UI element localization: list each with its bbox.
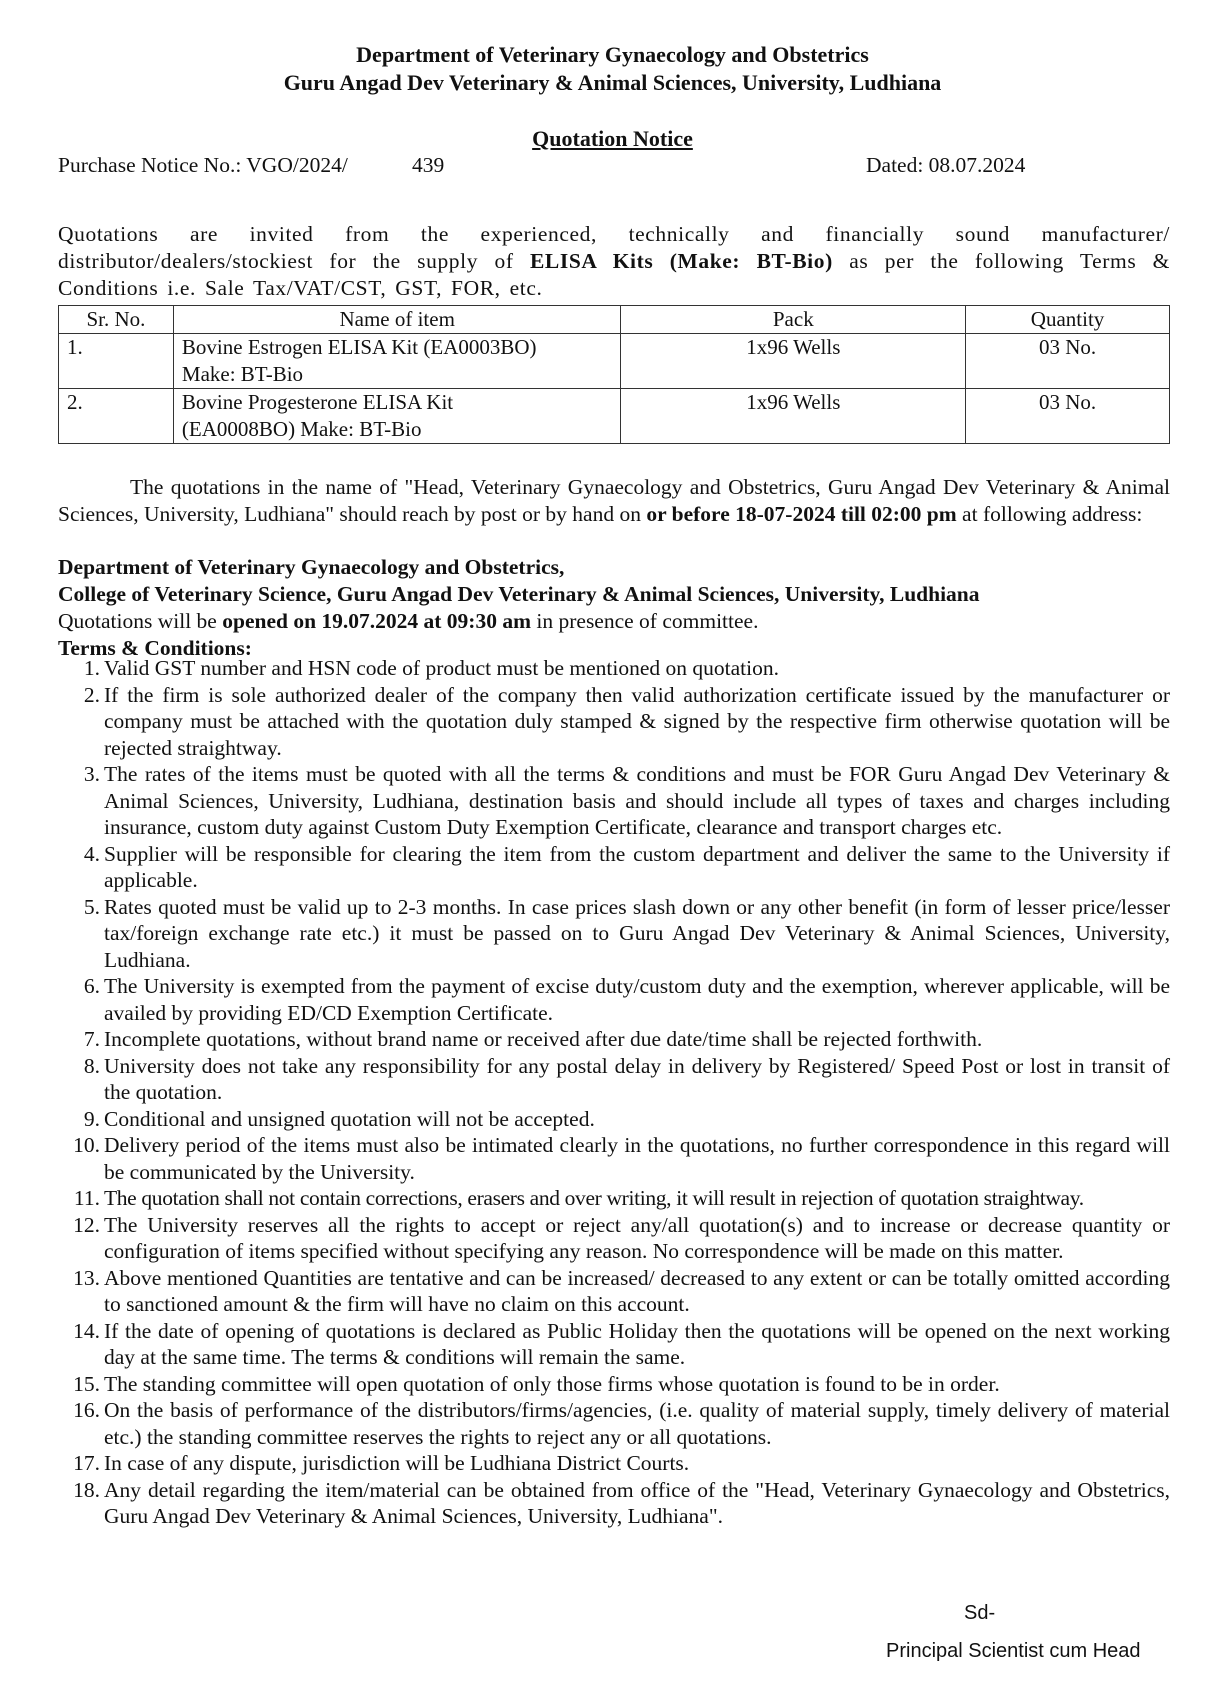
term-text: Valid GST number and HSN code of product must be mentioned on quotation. [104,656,779,680]
term-number: 12. [73,1212,100,1237]
submission-deadline: or before 18-07-2024 till 02:00 pm [646,502,957,526]
term-text: The University is exempted from the payment of excise duty/custom duty and the exemption, wherever applicable, will be availed by providing ED/CD Exemption Certificate. [104,974,1170,1025]
term-number: 14. [73,1318,100,1343]
term-text: Above mentioned Quantities are tentative and can be increased/ decreased to any extent or can be totally omitted according to sanctioned amount & the firm will have no claim on this account. [104,1265,1170,1316]
term-number: 13. [73,1265,100,1290]
term-number: 2. [83,682,100,707]
list-item [58,761,1170,841]
intro-bold-item: ELISA Kits (Make: BT-Bio) [529,249,833,273]
signatory-title: Principal Scientist cum Head [886,1640,1141,1662]
purchase-notice-number: 439 [412,153,445,177]
cell-item-name [173,334,621,389]
notice-date: Dated: 08.07.2024 [866,153,1026,177]
term-number: 15. [73,1371,100,1396]
col-header-item: Name of item [173,306,621,334]
list-item [58,1185,1170,1212]
address-line-2: College of Veterinary Science, Guru Angad Dev Veterinary & Animal Sciences, University, Ludhiana [58,582,980,606]
opening-date: opened on 19.07.2024 at 09:30 am [222,609,532,633]
term-text: The quotation shall not contain corrections, erasers and over writing, it will result in rejection of quotation straightway. [104,1186,1084,1210]
list-item [58,1053,1170,1106]
list-item [58,1106,1170,1133]
term-number: 1. [83,656,100,680]
cell-quantity: 03 No. [966,389,1170,444]
term-text: In case of any dispute, jurisdiction will be Ludhiana District Courts. [104,1451,690,1475]
cell-item-name [173,389,621,444]
term-text: On the basis of performance of the distributors/firms/agencies, (i.e. quality of material supply, timely delivery of material etc.) the standing committee reserves the rights to reject any or all quotations. [104,1398,1170,1449]
term-number: 6. [83,974,100,998]
term-text: Supplier will be responsible for clearing the item from the custom department and deliver the same to the University if applicable. [104,841,1170,892]
submission-paragraph [58,474,1170,528]
item-name-line1: Bovine Estrogen ELISA Kit (EA0003BO) [181,335,537,359]
cell-pack: 1x96 Wells [621,334,966,389]
item-name-line1: Bovine Progesterone ELISA Kit [181,390,454,414]
opening-pre: Quotations will be [58,609,223,633]
term-number: 17. [73,1451,100,1475]
cell-sr: 1. [59,334,174,389]
list-item [58,1265,1170,1318]
submission-tail: at following address: [956,502,1143,526]
term-number: 9. [83,1106,100,1131]
term-number: 8. [83,1053,100,1078]
purchase-notice-label: Purchase Notice No.: VGO/2024/ [58,153,348,177]
cell-quantity: 03 No. [966,334,1170,389]
intro-text-1: Quotations are invited from the experienced, technically and financially sound manufacturer/ distributor/dealers/stockiest for the supply of [58,222,1170,273]
list-item [58,682,1170,762]
list-item [58,1026,1170,1053]
term-text: University does not take any responsibility for any postal delay in delivery by Registered/ Speed Post or lost in transit of the quotation. [104,1053,1170,1104]
table-header-row [59,306,1170,334]
term-number: 18. [73,1477,100,1502]
notice-title-text: Quotation Notice [532,126,693,151]
list-item [58,973,1170,1026]
cell-sr: 2. [59,389,174,444]
list-item [58,655,1170,682]
items-table [58,305,1170,444]
term-text: Rates quoted must be valid up to 2-3 months. In case prices slash down or any other benefit (in form of lesser price/lesser tax/foreign exchange rate etc.) it must be passed on to Guru Angad Dev Veterinary & Animal Sciences, University, Ludhiana. [104,894,1170,972]
opening-post: in presence of committee. [531,609,759,633]
term-number: 7. [83,1027,100,1051]
cell-pack: 1x96 Wells [621,389,966,444]
list-item [58,1318,1170,1371]
term-number: 10. [73,1133,100,1157]
notice-title [0,126,1225,152]
terms-list [58,655,1170,1530]
submission-text: The quotations in the name of "Head, Veterinary Gynaecology and Obstetrics, Guru Angad Dev Veterinary & Animal Sciences, University, Ludhiana" should reach by post or by hand on [58,475,1170,526]
list-item [58,1371,1170,1398]
term-text: If the firm is sole authorized dealer of the company then valid authorization certificate issued by the manufacturer or company must be attached with the quotation duly stamped & signed by the respective firm otherwise quotation will be rejected straightway. [104,682,1170,760]
term-text: Delivery period of the items must also be intimated clearly in the quotations, no further correspondence in this regard will be communicated by the University. [104,1133,1170,1184]
department-title: Department of Veterinary Gynaecology and Obstetrics [356,42,869,67]
signature-sd: Sd- [964,1602,996,1624]
address-line-1: Department of Veterinary Gynaecology and Obstetrics, [58,555,565,579]
list-item [58,1397,1170,1450]
term-text: The rates of the items must be quoted with all the terms & conditions and must be FOR Guru Angad Dev Veterinary & Animal Sciences, University, Ludhiana, destination basis and should include all types of taxes and charges including insurance, custom duty against Custom Duty Exemption Certificate, clearance and transport charges etc. [104,762,1170,839]
term-text: Incomplete quotations, without brand name or received after due date/time shall be rejected forthwith. [104,1027,983,1051]
col-header-sr: Sr. No. [59,306,174,334]
term-number: 3. [83,762,100,786]
terms-heading: Terms & Conditions: [58,636,252,660]
item-name-line2: (EA0008BO) Make: BT-Bio [181,417,422,441]
item-name-line2: Make: BT-Bio [181,362,304,386]
list-item [58,894,1170,974]
term-text: The University reserves all the rights to accept or reject any/all quotation(s) and to increase or decrease quantity or configuration of items specified without specifying any reason. No correspondence will be made on this matter. [104,1212,1170,1263]
term-text: Conditional and unsigned quotation will not be accepted. [104,1106,595,1131]
term-text: If the date of opening of quotations is declared as Public Holiday then the quotations will be opened on the next working day at the same time. The terms & conditions will remain the same. [104,1318,1170,1369]
col-header-pack: Pack [621,306,966,334]
intro-paragraph [58,221,1170,302]
term-number: 11. [73,1186,100,1210]
intro-text-2: as per the following Terms & Conditions i.e. Sale Tax/VAT/CST, GST, FOR, etc. [58,249,1170,300]
table-row [59,389,1170,444]
term-number: 5. [83,894,100,919]
term-text: The standing committee will open quotation of only those firms whose quotation is found to be in order. [104,1371,1000,1396]
table-row [59,334,1170,389]
list-item [58,1450,1170,1477]
list-item [58,841,1170,894]
term-number: 4. [83,841,100,866]
opening-line [58,609,758,634]
university-title: Guru Angad Dev Veterinary & Animal Sciences, University, Ludhiana [283,70,942,95]
list-item [58,1212,1170,1265]
list-item [58,1132,1170,1185]
col-header-quantity: Quantity [966,306,1170,334]
term-number: 16. [73,1398,100,1422]
list-item [58,1477,1170,1530]
term-text: Any detail regarding the item/material can be obtained from office of the "Head, Veterinary Gynaecology and Obstetrics, Guru Angad Dev Veterinary & Animal Sciences, University, Ludhiana". [104,1477,1170,1528]
